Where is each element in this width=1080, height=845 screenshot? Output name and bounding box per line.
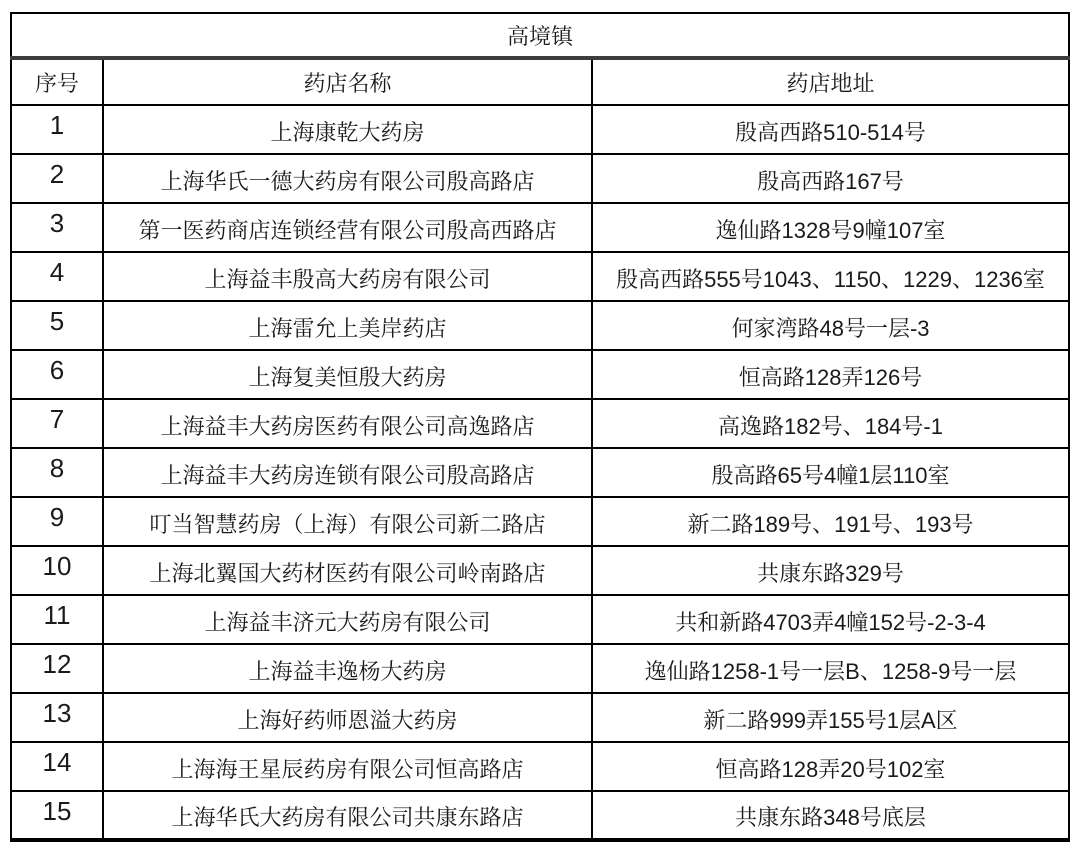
pharmacy-name-cell: 上海益丰大药房医药有限公司高逸路店 (103, 399, 592, 448)
pharmacy-table (10, 12, 1070, 842)
pharmacy-address-cell: 殷高路65号4幢1层110室 (592, 448, 1069, 497)
table-row (11, 644, 1069, 693)
pharmacy-name-cell: 上海海王星辰药房有限公司恒高路店 (103, 742, 592, 791)
row-no-cell: 6 (11, 350, 103, 399)
pharmacy-address-cell: 共康东路329号 (592, 546, 1069, 595)
table-row (11, 791, 1069, 840)
pharmacy-name-cell: 上海康乾大药房 (103, 105, 592, 154)
pharmacy-address-cell: 恒高路128弄20号102室 (592, 742, 1069, 791)
table-title: 高境镇 (11, 13, 1069, 58)
pharmacy-name-cell: 叮当智慧药房（上海）有限公司新二路店 (103, 497, 592, 546)
pharmacy-name-cell: 上海北翼国大药材医药有限公司岭南路店 (103, 546, 592, 595)
table-row (11, 742, 1069, 791)
column-header-address: 药店地址 (592, 58, 1069, 105)
row-no-cell: 4 (11, 252, 103, 301)
column-header-no: 序号 (11, 58, 103, 105)
pharmacy-address-cell: 逸仙路1258-1号一层B、1258-9号一层 (592, 644, 1069, 693)
column-header-name: 药店名称 (103, 58, 592, 105)
table-row (11, 448, 1069, 497)
table-row (11, 693, 1069, 742)
row-no-cell: 15 (11, 791, 103, 840)
pharmacy-address-cell: 恒高路128弄126号 (592, 350, 1069, 399)
pharmacy-name-cell: 上海益丰殷高大药房有限公司 (103, 252, 592, 301)
row-no-cell: 11 (11, 595, 103, 644)
pharmacy-name-cell: 上海益丰济元大药房有限公司 (103, 595, 592, 644)
table-row (11, 105, 1069, 154)
pharmacy-address-cell: 新二路189号、191号、193号 (592, 497, 1069, 546)
table-title-row (11, 13, 1069, 58)
row-no-cell: 7 (11, 399, 103, 448)
table-header-row (11, 58, 1069, 105)
pharmacy-address-cell: 新二路999弄155号1层A区 (592, 693, 1069, 742)
row-no-cell: 12 (11, 644, 103, 693)
table-row (11, 154, 1069, 203)
pharmacy-name-cell: 上海益丰逸杨大药房 (103, 644, 592, 693)
pharmacy-name-cell: 上海益丰大药房连锁有限公司殷高路店 (103, 448, 592, 497)
table-row (11, 252, 1069, 301)
pharmacy-address-cell: 殷高西路510-514号 (592, 105, 1069, 154)
table-row (11, 497, 1069, 546)
row-no-cell: 3 (11, 203, 103, 252)
table-row (11, 546, 1069, 595)
pharmacy-name-cell: 上海华氏大药房有限公司共康东路店 (103, 791, 592, 840)
pharmacy-address-cell: 何家湾路48号一层-3 (592, 301, 1069, 350)
row-no-cell: 5 (11, 301, 103, 350)
pharmacy-address-cell: 高逸路182号、184号-1 (592, 399, 1069, 448)
row-no-cell: 14 (11, 742, 103, 791)
table-row (11, 203, 1069, 252)
table-row (11, 350, 1069, 399)
pharmacy-name-cell: 上海华氏一德大药房有限公司殷高路店 (103, 154, 592, 203)
table-row (11, 595, 1069, 644)
table-row (11, 399, 1069, 448)
pharmacy-address-cell: 殷高西路555号1043、1150、1229、1236室 (592, 252, 1069, 301)
pharmacy-address-cell: 共康东路348号底层 (592, 791, 1069, 840)
row-no-cell: 9 (11, 497, 103, 546)
row-no-cell: 10 (11, 546, 103, 595)
pharmacy-name-cell: 上海好药师恩溢大药房 (103, 693, 592, 742)
pharmacy-address-cell: 共和新路4703弄4幢152号-2-3-4 (592, 595, 1069, 644)
pharmacy-address-cell: 逸仙路1328号9幢107室 (592, 203, 1069, 252)
row-no-cell: 8 (11, 448, 103, 497)
table-row (11, 301, 1069, 350)
pharmacy-address-cell: 殷高西路167号 (592, 154, 1069, 203)
pharmacy-name-cell: 上海雷允上美岸药店 (103, 301, 592, 350)
row-no-cell: 13 (11, 693, 103, 742)
row-no-cell: 1 (11, 105, 103, 154)
pharmacy-name-cell: 第一医药商店连锁经营有限公司殷高西路店 (103, 203, 592, 252)
row-no-cell: 2 (11, 154, 103, 203)
pharmacy-name-cell: 上海复美恒殷大药房 (103, 350, 592, 399)
